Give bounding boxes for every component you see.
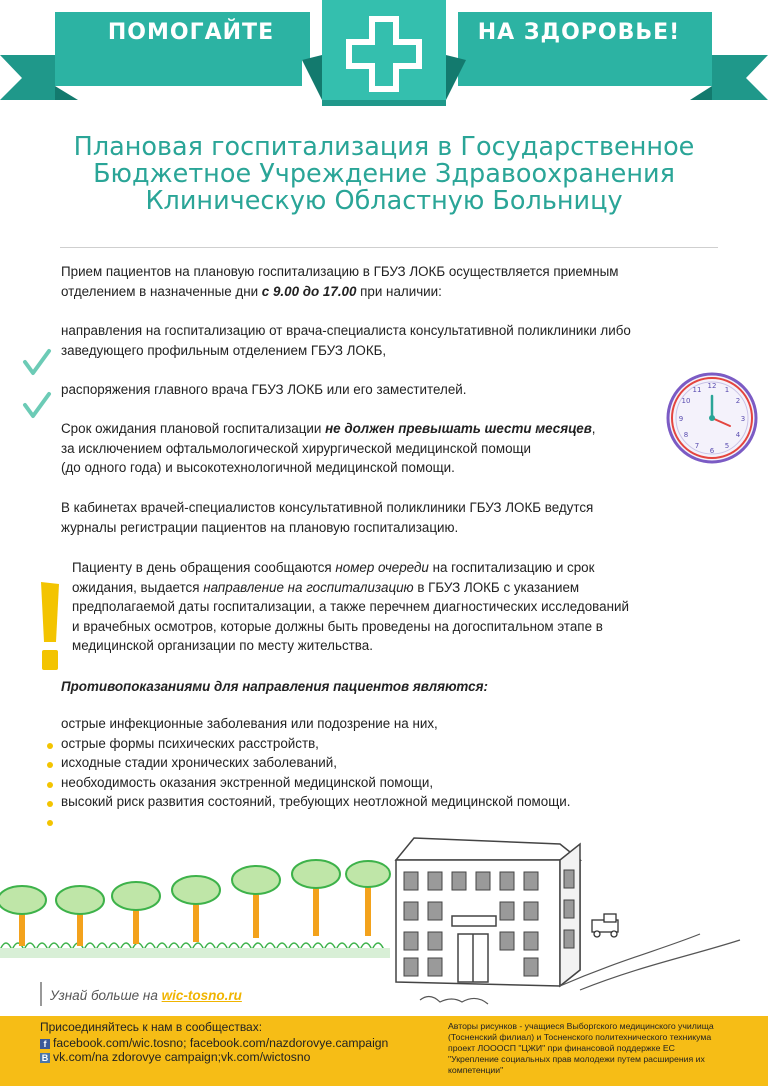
intro-line: [61, 282, 618, 302]
svg-text:9: 9: [678, 415, 684, 423]
waiting-limit-text: не должен превышать шести месяцев: [325, 421, 592, 436]
journals-paragraph: [61, 498, 593, 537]
intro-line: Прием пациентов на плановую госпитализацию в ГБУЗ ЛОКБ осуществляется приемным: [61, 264, 619, 279]
svg-text:4: 4: [735, 431, 741, 439]
svg-text:7: 7: [694, 442, 700, 450]
title-line: Клиническую Областную Больницу: [145, 186, 623, 216]
requirement-line: заведующего профильным отделением ГБУЗ ЛОКБ,: [61, 342, 387, 358]
contraindications-list: [61, 714, 570, 812]
checkmark-icon: [22, 347, 52, 377]
notice-line: [72, 578, 629, 598]
authors-line: проект ЛОООСП "ЦЖИ" при финансовой поддержке ЕС: [448, 1043, 675, 1053]
hours-text: с 9.00 до 17.00: [261, 283, 357, 299]
bullet-icon: [47, 762, 53, 768]
waiting-paragraph: [61, 419, 596, 478]
header-banner: [0, 0, 768, 115]
notice-line: и врачебных осмотров, которые должны быть проведены на догоспитальном этапе в: [72, 618, 603, 634]
svg-text:6: 6: [709, 447, 715, 455]
vk-icon: B: [41, 1052, 49, 1063]
list-item: необходимость оказания экстренной медицинской помощи,: [61, 774, 434, 790]
learn-more: [50, 988, 242, 1003]
facebook-icon: f: [40, 1039, 50, 1049]
notice-line: медицинской организации по месту жительства.: [72, 638, 373, 653]
facebook-link[interactable]: [40, 1036, 388, 1050]
page-title: [40, 134, 728, 215]
authors-note: [448, 1021, 766, 1076]
journals-line: журналы регистрации пациентов на плановую госпитализацию.: [61, 519, 459, 535]
authors-line: "Укрепление социальных прав молодежи путем расширения их: [448, 1054, 705, 1064]
notice-line: предполагаемой даты госпитализации, а также перечнем диагностических исследований: [72, 599, 629, 614]
notice-text: на госпитализацию и срок: [428, 560, 595, 575]
intro-paragraph: [61, 262, 618, 301]
checkmark-icon: [22, 390, 52, 420]
list-item: острые инфекционные заболевания или подозрение на них,: [61, 716, 438, 731]
waiting-line: [61, 419, 596, 439]
notice-text: Пациенту в день обращения сообщаются: [72, 560, 336, 575]
title-line: Плановая госпитализация в Государственное: [73, 132, 695, 162]
notice-line: [72, 558, 629, 578]
vk-text: vk.com/na zdorovye campaign;vk.com/wictosno: [53, 1050, 311, 1064]
svg-text:2: 2: [735, 397, 741, 405]
svg-text:10: 10: [681, 397, 691, 405]
notice-text: ожидания, выдается: [72, 579, 204, 595]
authors-line: компетенции": [448, 1065, 504, 1075]
facebook-text: facebook.com/wic.tosno; facebook.com/nazdorovye.campaign: [53, 1036, 389, 1050]
bullet-icon: [47, 782, 53, 788]
svg-text:12: 12: [707, 382, 717, 390]
referral-text: направление на госпитализацию: [203, 579, 414, 595]
svg-text:1: 1: [724, 386, 730, 394]
journals-line: В кабинетах врачей-специалистов консультативной поликлиники ГБУЗ ЛОКБ ведутся: [61, 500, 594, 515]
svg-text:5: 5: [724, 442, 730, 450]
svg-text:8: 8: [683, 431, 689, 439]
notice-paragraph: [72, 558, 629, 656]
svg-text:3: 3: [740, 415, 746, 423]
banner-right-text: НА ЗДОРОВЬЕ!: [477, 20, 681, 45]
clock-icon: [664, 370, 760, 466]
waiting-text: Срок ожидания плановой госпитализации: [61, 421, 326, 436]
banner-left-text: ПОМОГАЙТЕ: [107, 20, 275, 45]
exclamation-icon: [38, 580, 62, 672]
waiting-text: ,: [591, 421, 596, 436]
title-line: Бюджетное Учреждение Здравоохранения: [93, 159, 675, 189]
requirement-line: направления на госпитализацию от врача-специалиста консультативной поликлиники либо: [61, 323, 631, 338]
svg-text:11: 11: [692, 386, 702, 394]
bullet-icon: [47, 743, 53, 749]
authors-line: Авторы рисунков - учащиеся Выборгского медицинского училища: [448, 1021, 714, 1031]
medical-cross-icon: [346, 16, 422, 92]
website-link[interactable]: wic-tosno.ru: [161, 988, 242, 1003]
requirement-item: [61, 321, 631, 360]
vk-link[interactable]: [40, 1050, 310, 1064]
divider: [60, 247, 718, 248]
list-item: исходные стадии хронических заболеваний,: [61, 755, 337, 770]
bullet-icon: [47, 801, 53, 807]
list-item: острые формы психических расстройств,: [61, 735, 319, 751]
waiting-line: (до одного года) и высокотехнологичной медицинской помощи.: [61, 460, 455, 475]
requirement-item: распоряжения главного врача ГБУЗ ЛОКБ или его заместителей.: [61, 382, 467, 397]
waiting-line: за исключением офтальмологической хирургической медицинской помощи: [61, 440, 532, 456]
intro-text: отделением в назначенные дни: [61, 283, 262, 299]
list-item: высокий риск развития состояний, требующих неотложной медицинской помощи.: [61, 794, 571, 809]
notice-text: в ГБУЗ ЛОКБ с указанием: [413, 579, 580, 595]
bullet-icon: [47, 820, 53, 826]
join-text: Присоединяйтесь к нам в сообществах:: [40, 1020, 263, 1034]
queue-number-text: номер очереди: [335, 560, 429, 575]
contraindications-heading: Противопоказаниями для направления пациентов являются:: [61, 679, 488, 694]
learn-more-text: Узнай больше на: [50, 988, 162, 1003]
divider: [40, 982, 42, 1006]
authors-line: (Тосненский филиал) и Тосненского политехнического техникума: [448, 1032, 712, 1042]
intro-text: при наличии:: [356, 283, 442, 299]
